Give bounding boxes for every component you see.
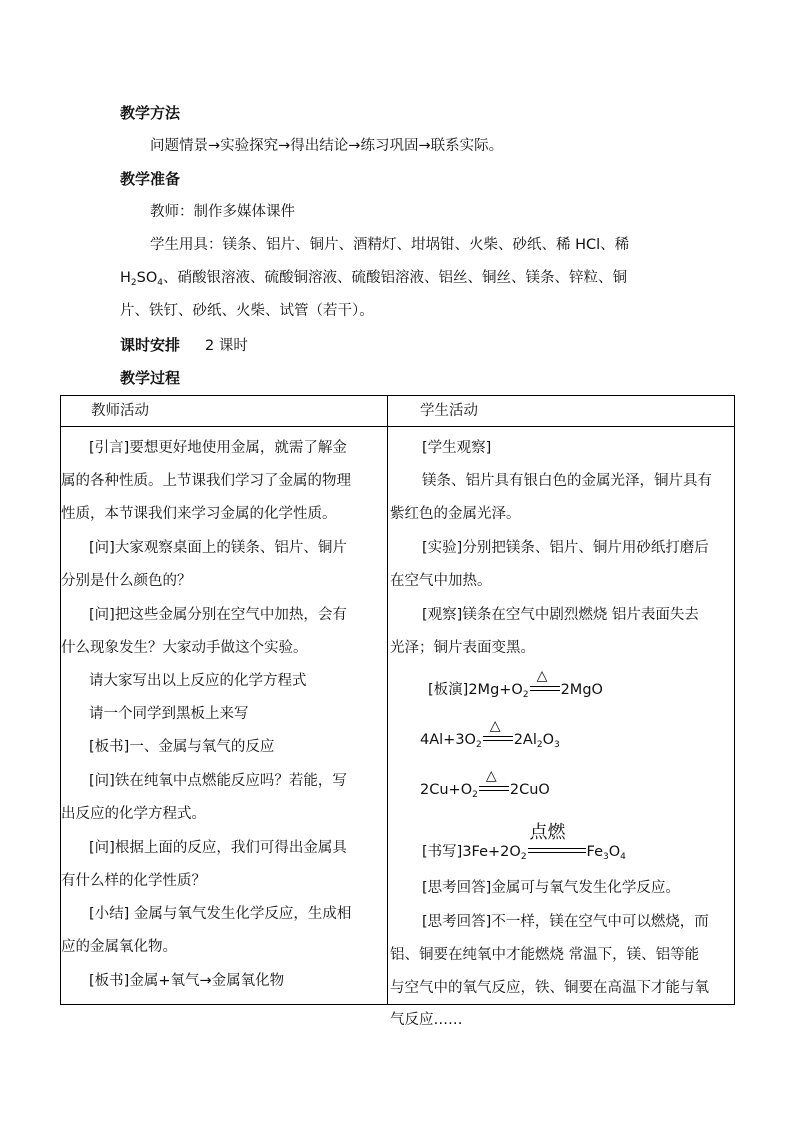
teacher-line: [问]大家观察桌面上的镁条、铝片、铜片 [89,540,347,556]
teacher-line: [小结] 金属与氧气发生化学反应，生成相 [89,906,352,922]
teacher-line: [板书]金属+氧气→金属氧化物 [89,973,285,989]
teacher-line: 请大家写出以上反应的化学方程式 [89,673,307,689]
ignite-equals-sign: 点燃 [528,845,586,859]
teacher-line: 请一个同学到黑板上来写 [89,706,249,722]
teacher-line: [问]铁在纯氧中点燃能反应吗？若能，写 [89,773,347,789]
process-title: 教学过程 [120,369,181,387]
student-line: 在空气中加热。 [390,573,492,589]
teacher-line: [问]把这些金属分别在空气中加热，会有 [89,607,347,623]
equation-cu: $2Cu+O_2$ △ 2CuO [420,768,550,800]
student-line: [思考回答]不一样，镁在空气中可以燃烧，而 [422,914,709,930]
prep-student-line1: 学生用具：镁条、铝片、铜片、酒精灯、坩埚钳、火柴、砂纸、稀 HCl、稀 [150,237,630,253]
schedule-title: 课时安排 [120,336,181,354]
student-line: [观察]镁条在空气中剧烈燃烧 铝片表面失去 [422,607,699,623]
heat-equals-sign: △ [483,733,513,747]
teacher-line: 分别是什么颜色的？ [61,573,192,589]
student-line: 光泽；铜片表面变黑。 [390,640,535,656]
student-line: 气反应…… [390,1012,463,1028]
student-line: [实验]分别把镁条、铝片、铜片用砂纸打磨后 [422,540,709,556]
method-text: 问题情景→实验探究→得出结论→练习巩固→联系实际。 [150,138,504,154]
prep-title: 教学准备 [120,170,181,188]
teacher-line: 什么现象发生？大家动手做这个实验。 [61,640,308,656]
student-cell [388,427,735,1028]
teacher-line: [问]根据上面的反应，我们可得出金属具 [89,840,347,856]
teacher-col-header: 教师活动 [61,396,388,427]
process-table [60,395,735,1028]
method-title: 教学方法 [120,104,181,122]
teacher-line: [引言]要想更好地使用金属，就需了解金 [89,440,347,456]
teacher-line: 有什么样的化学性质？ [61,873,206,889]
equation-al: $4Al+3O_2$ △ $2Al_2O_3$ [420,718,560,750]
teacher-cell [61,427,388,1005]
prep-student-line3: 片、铁钉、砂纸、火柴、试管（若干）。 [120,303,374,319]
student-line: 与空气中的氧气反应，铁、铜要在高温下才能与氧 [390,980,709,996]
schedule-value: 2 课时 [205,338,248,354]
teacher-line: [板书]一、金属与氧气的反应 [89,739,275,755]
prep-student-line2: $H_2SO_4$、硝酸银溶液、硫酸铜溶液、硫酸铝溶液、铝丝、铜丝、镁条、锌粒、铜 [120,270,627,288]
student-col-header: 学生活动 [388,396,735,427]
student-line: 镁条、铝片具有银白色的金属光泽，铜片具有 [422,473,712,489]
prep-teacher: 教师：制作多媒体课件 [150,204,295,220]
student-line: 铝、铜要在纯氧中才能燃烧 常温下，镁、铝等能 [390,947,700,963]
equation-fe: [书写]$3Fe+2O_2$ 点燃 $Fe_3O_4$ [422,822,626,862]
student-line: [思考回答]金属可与氧气发生化学反应。 [422,880,680,896]
heat-equals-sign: △ [479,783,509,797]
teacher-line: 属的各种性质。上节课我们学习了金属的物理 [61,473,351,489]
teacher-line: 应的金属氧化物。 [61,939,177,955]
teacher-line: 性质，本节课我们来学习金属的化学性质。 [61,506,337,522]
equation-mg: [板演]$2Mg+O_2$ △ 2MgO [428,668,603,700]
student-line: 紫红色的金属光泽。 [390,506,521,522]
teacher-line: 出反应的化学方程式。 [61,806,206,822]
student-line: [学生观察] [422,440,492,456]
heat-equals-sign: △ [530,683,560,697]
